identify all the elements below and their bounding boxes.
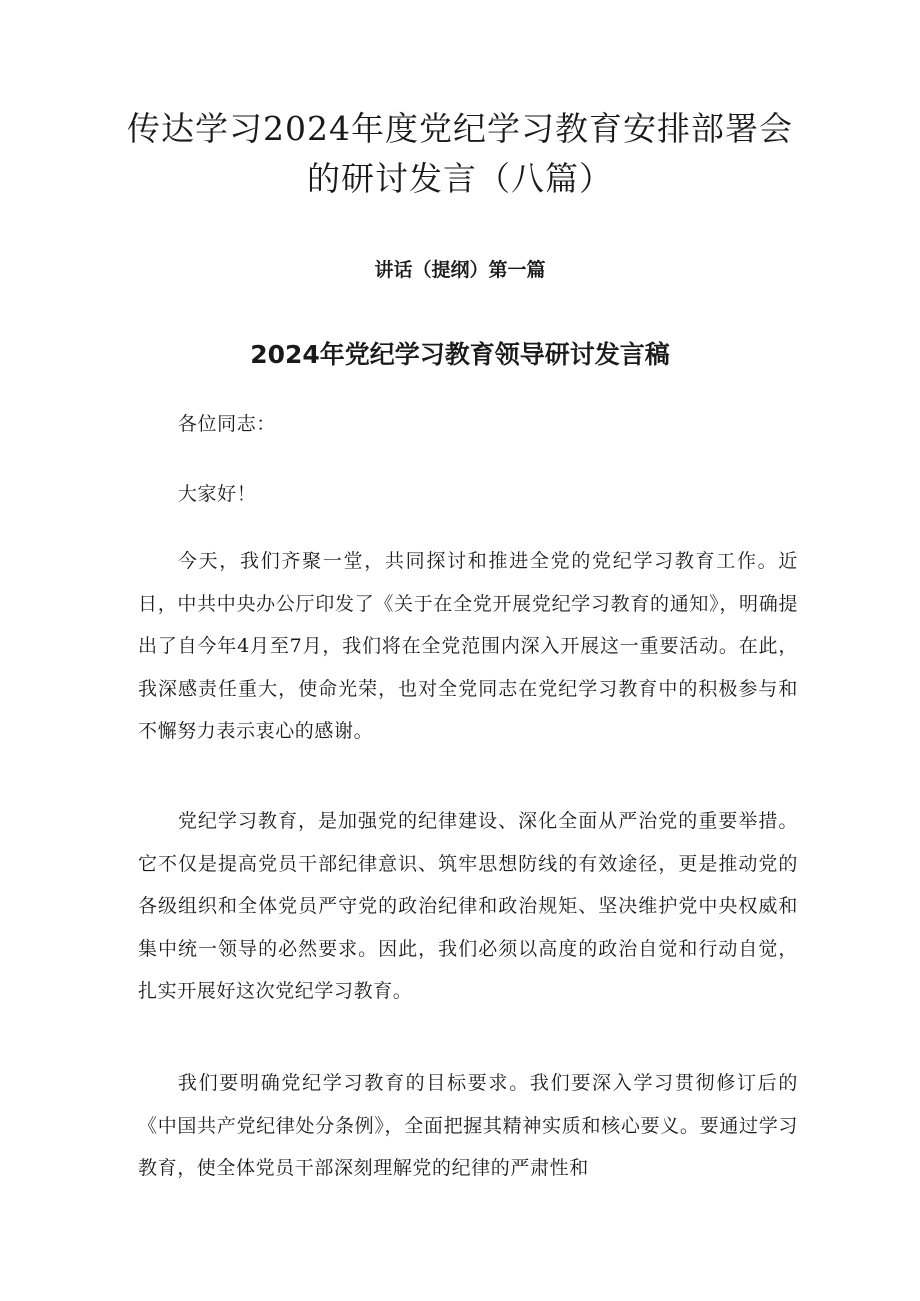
document-title [120, 104, 800, 204]
paragraph-3: 我们要明确党纪学习教育的目标要求。我们要深入学习贯彻修订后的《中国共产党纪律处分条例》，全面把握其精神实质和核心要义。要通过学习教育，使全体党员干部深刻理解党的纪律的严肃性和 [138, 1072, 798, 1179]
speech-title: 2024年党纪学习教育领导研讨发言稿 [250, 340, 670, 369]
document-title-line-2: 的研讨发言（八篇） [307, 159, 613, 198]
paragraph-1: 今天，我们齐聚一堂，共同探讨和推进全党的党纪学习教育工作。近日，中共中央办公厅印发了《关于在全党开展党纪学习教育的通知》，明确提出了自今年4月至7月，我们将在全党范围内深入开展这一重要活动。在此，我深感责任重大，使命光荣，也对全党同志在党纪学习教育中的积极参与和不懈努力表示衷心的感谢。 [138, 550, 798, 742]
document-title-line-1: 传达学习2024年度党纪学习教育安排部署会 [127, 109, 793, 148]
salutation: 各位同志： [177, 413, 276, 435]
greeting: 大家好！ [177, 483, 257, 505]
section-heading: 讲话（提纲）第一篇 [374, 259, 546, 281]
paragraph-2: 党纪学习教育，是加强党的纪律建设、深化全面从严治党的重要举措。它不仅是提高党员干部纪律意识、筑牢思想防线的有效途径，更是推动党的各级组织和全体党员严守党的政治纪律和政治规矩、坚决维护党中央权威和集中统一领导的必然要求。因此，我们必须以高度的政治自觉和行动自觉，扎实开展好这次党纪学习教育。 [138, 810, 798, 1002]
